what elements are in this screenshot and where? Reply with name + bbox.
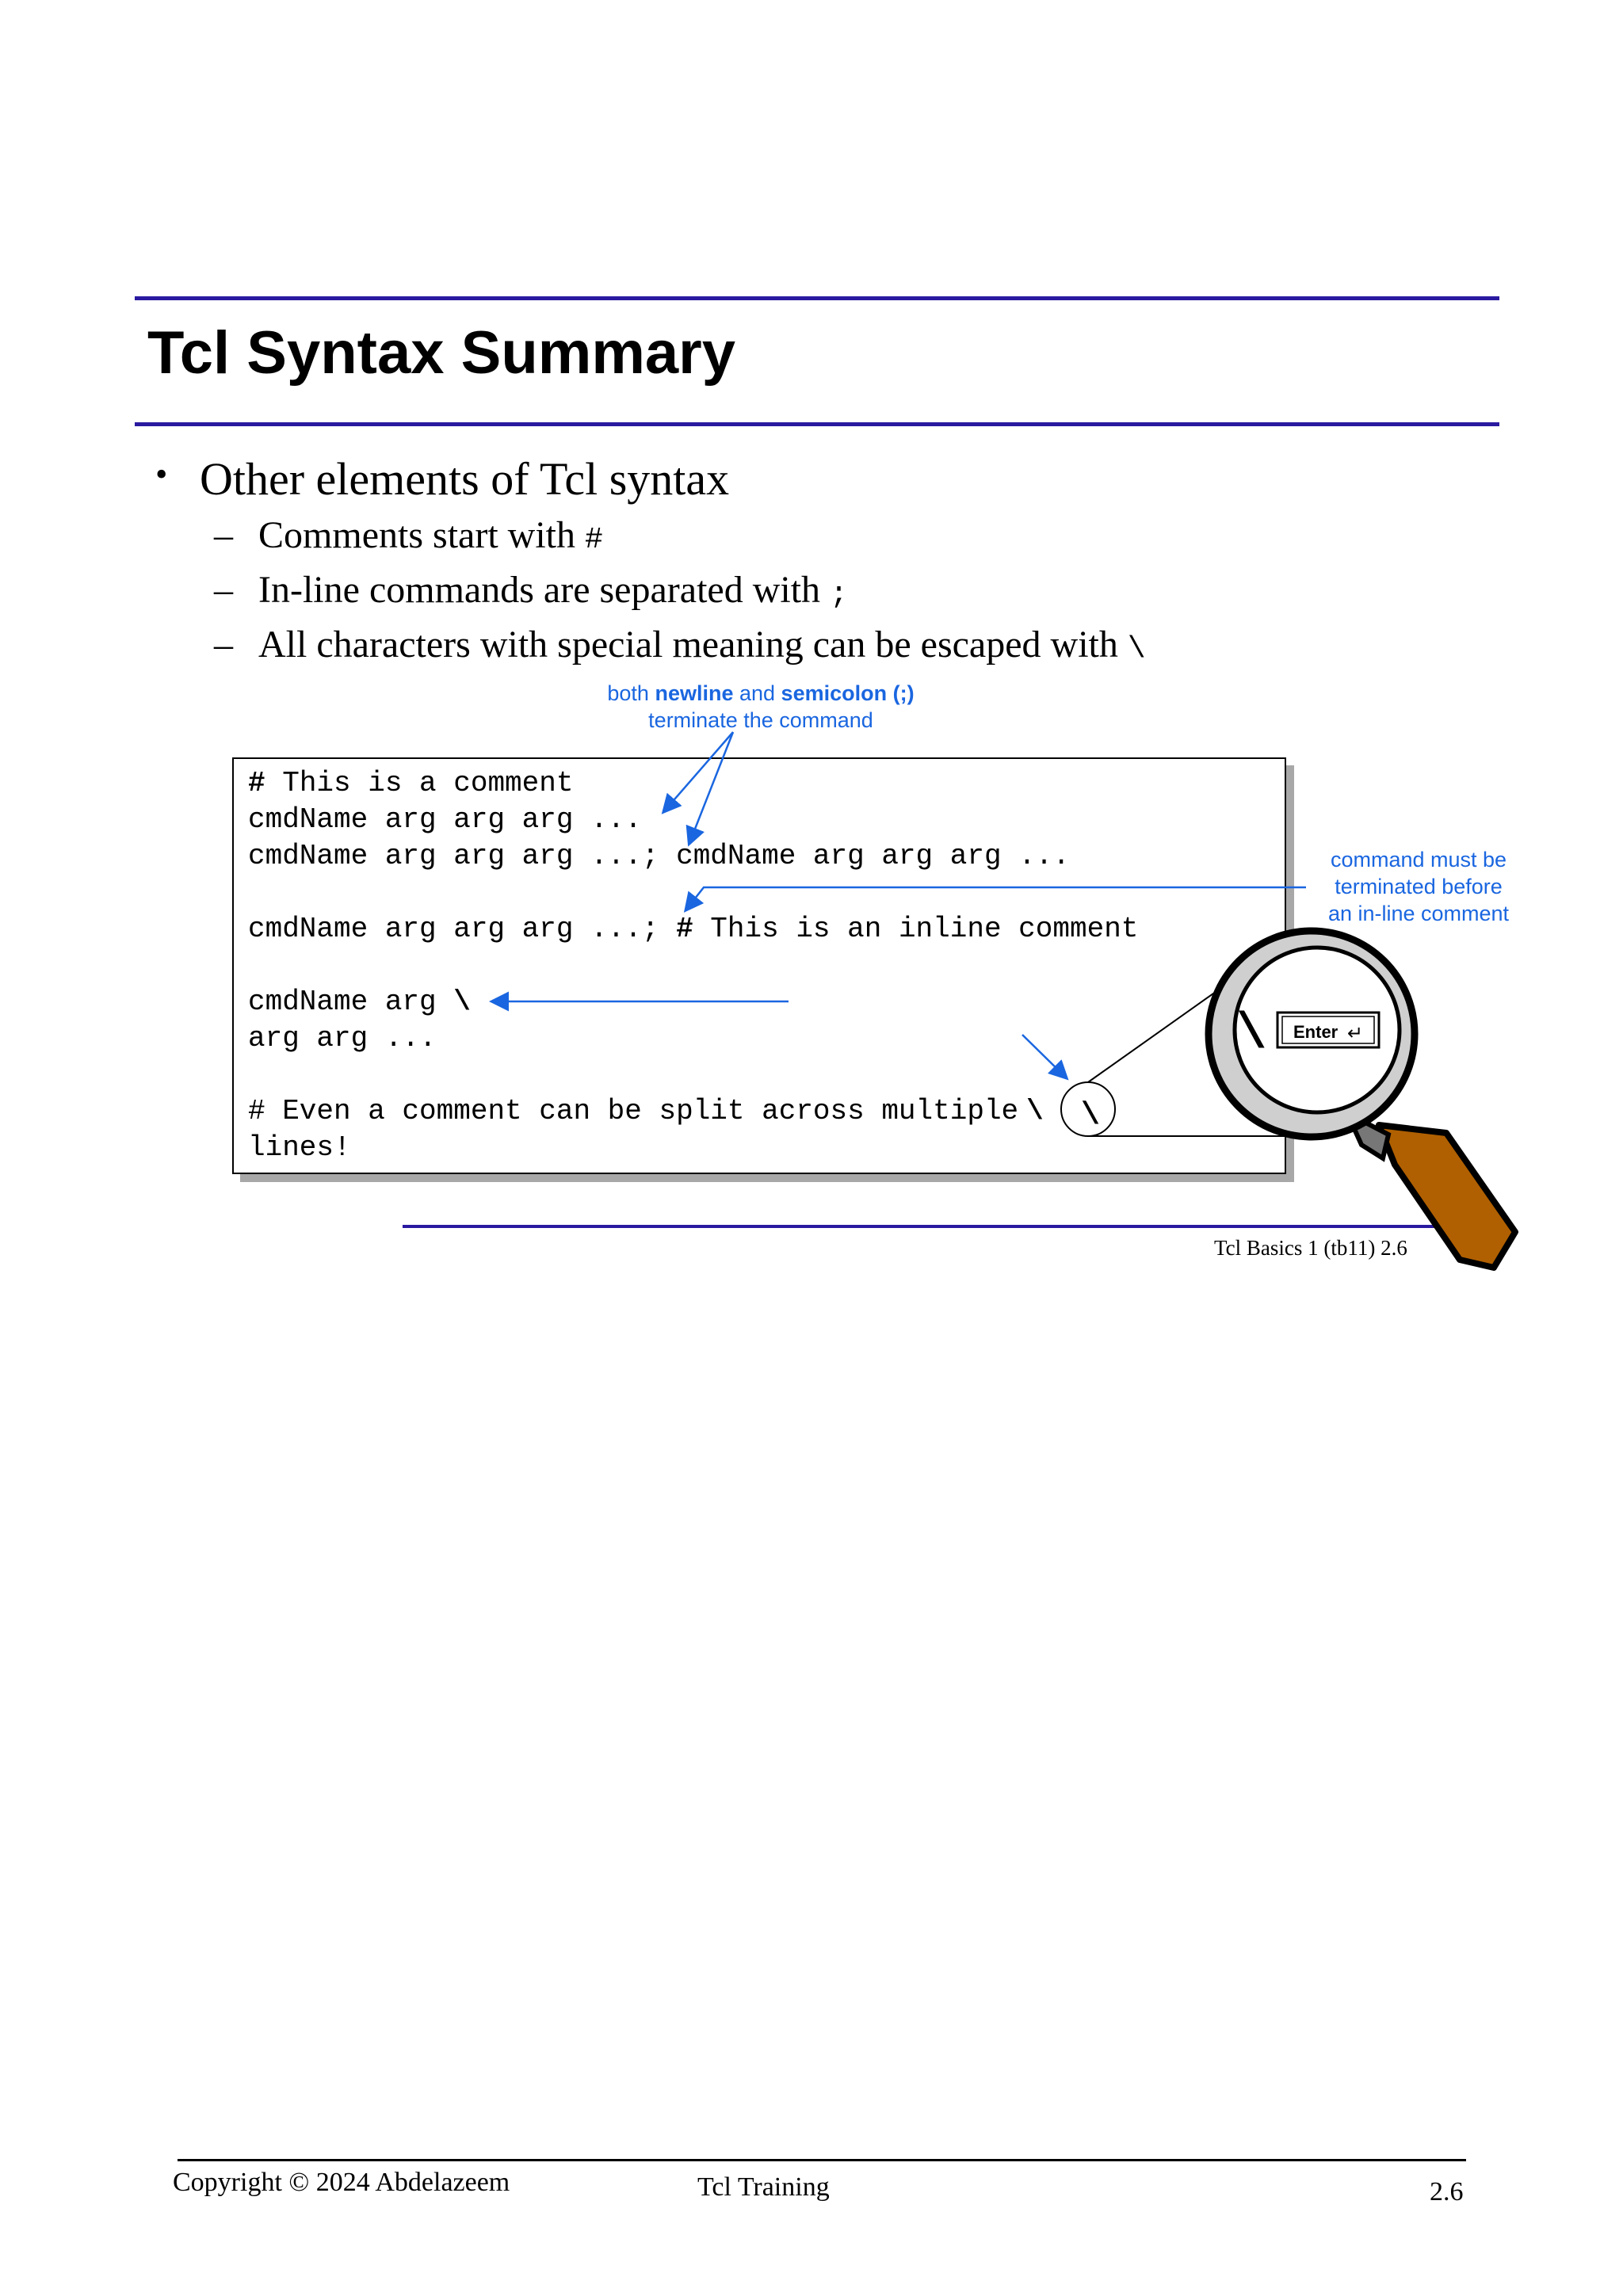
arrow-escape-comment [1022,1035,1066,1077]
bullet-text: Other elements of Tcl syntax [200,453,730,505]
callout-inline-comment: command must be terminated before an in-line comment [1327,848,1510,925]
sub-item-text: In-line commands are separated with [258,569,831,611]
footer-center-text: Tcl Training [697,2172,830,2202]
code-line: cmdName arg arg arg ...; cmdName arg arg arg ... [248,840,1070,872]
code-line: cmdName arg arg arg ...; # This is an inline comment [248,913,1139,945]
code-line: # Even a comment can be split across multiple \ [248,1095,1044,1127]
dash-marker: – [214,624,233,666]
callout-terminate: both newline and semicolon (;) terminate the command [607,681,915,732]
svg-text:↵: ↵ [1347,1022,1364,1044]
slide-title: Tcl Syntax Summary [147,319,736,387]
sub-item-text: Comments start with [258,514,585,556]
magnifier-handle [1379,1125,1515,1268]
magnifier-illustration [1061,931,1515,1268]
arrow-inline-comment [686,887,1306,910]
magnified-backslash: \ [1236,1006,1267,1063]
code-line: lines! [248,1131,351,1164]
code-line: cmdName arg arg arg ... [248,803,642,836]
dash-marker: – [214,569,233,611]
magnified-source-backslash: \ [1081,1098,1101,1134]
code-line: # This is a comment [248,767,574,799]
sub-item-symbol: \ [1127,632,1146,666]
bullet-marker: • [155,455,168,494]
svg-text:Enter: Enter [1293,1022,1338,1042]
arrow-terminate-newline [664,732,733,811]
dash-marker: – [214,514,233,556]
copyright-text: Copyright © 2024 Abdelazeem [173,2168,510,2197]
page-number: 2.6 [1430,2177,1464,2206]
slide-footer-id: Tcl Basics 1 (tb11) 2.6 [1214,1236,1407,1260]
code-line: arg arg ... [248,1022,437,1055]
sub-item-symbol: # [584,523,603,557]
sub-item-symbol: ; [830,578,848,612]
arrow-terminate-semicolon [689,732,733,843]
page-footer-rule [178,2159,1466,2161]
sub-item-text: All characters with special meaning can be escaped with [258,624,1128,666]
code-line: cmdName arg \ [248,986,471,1018]
